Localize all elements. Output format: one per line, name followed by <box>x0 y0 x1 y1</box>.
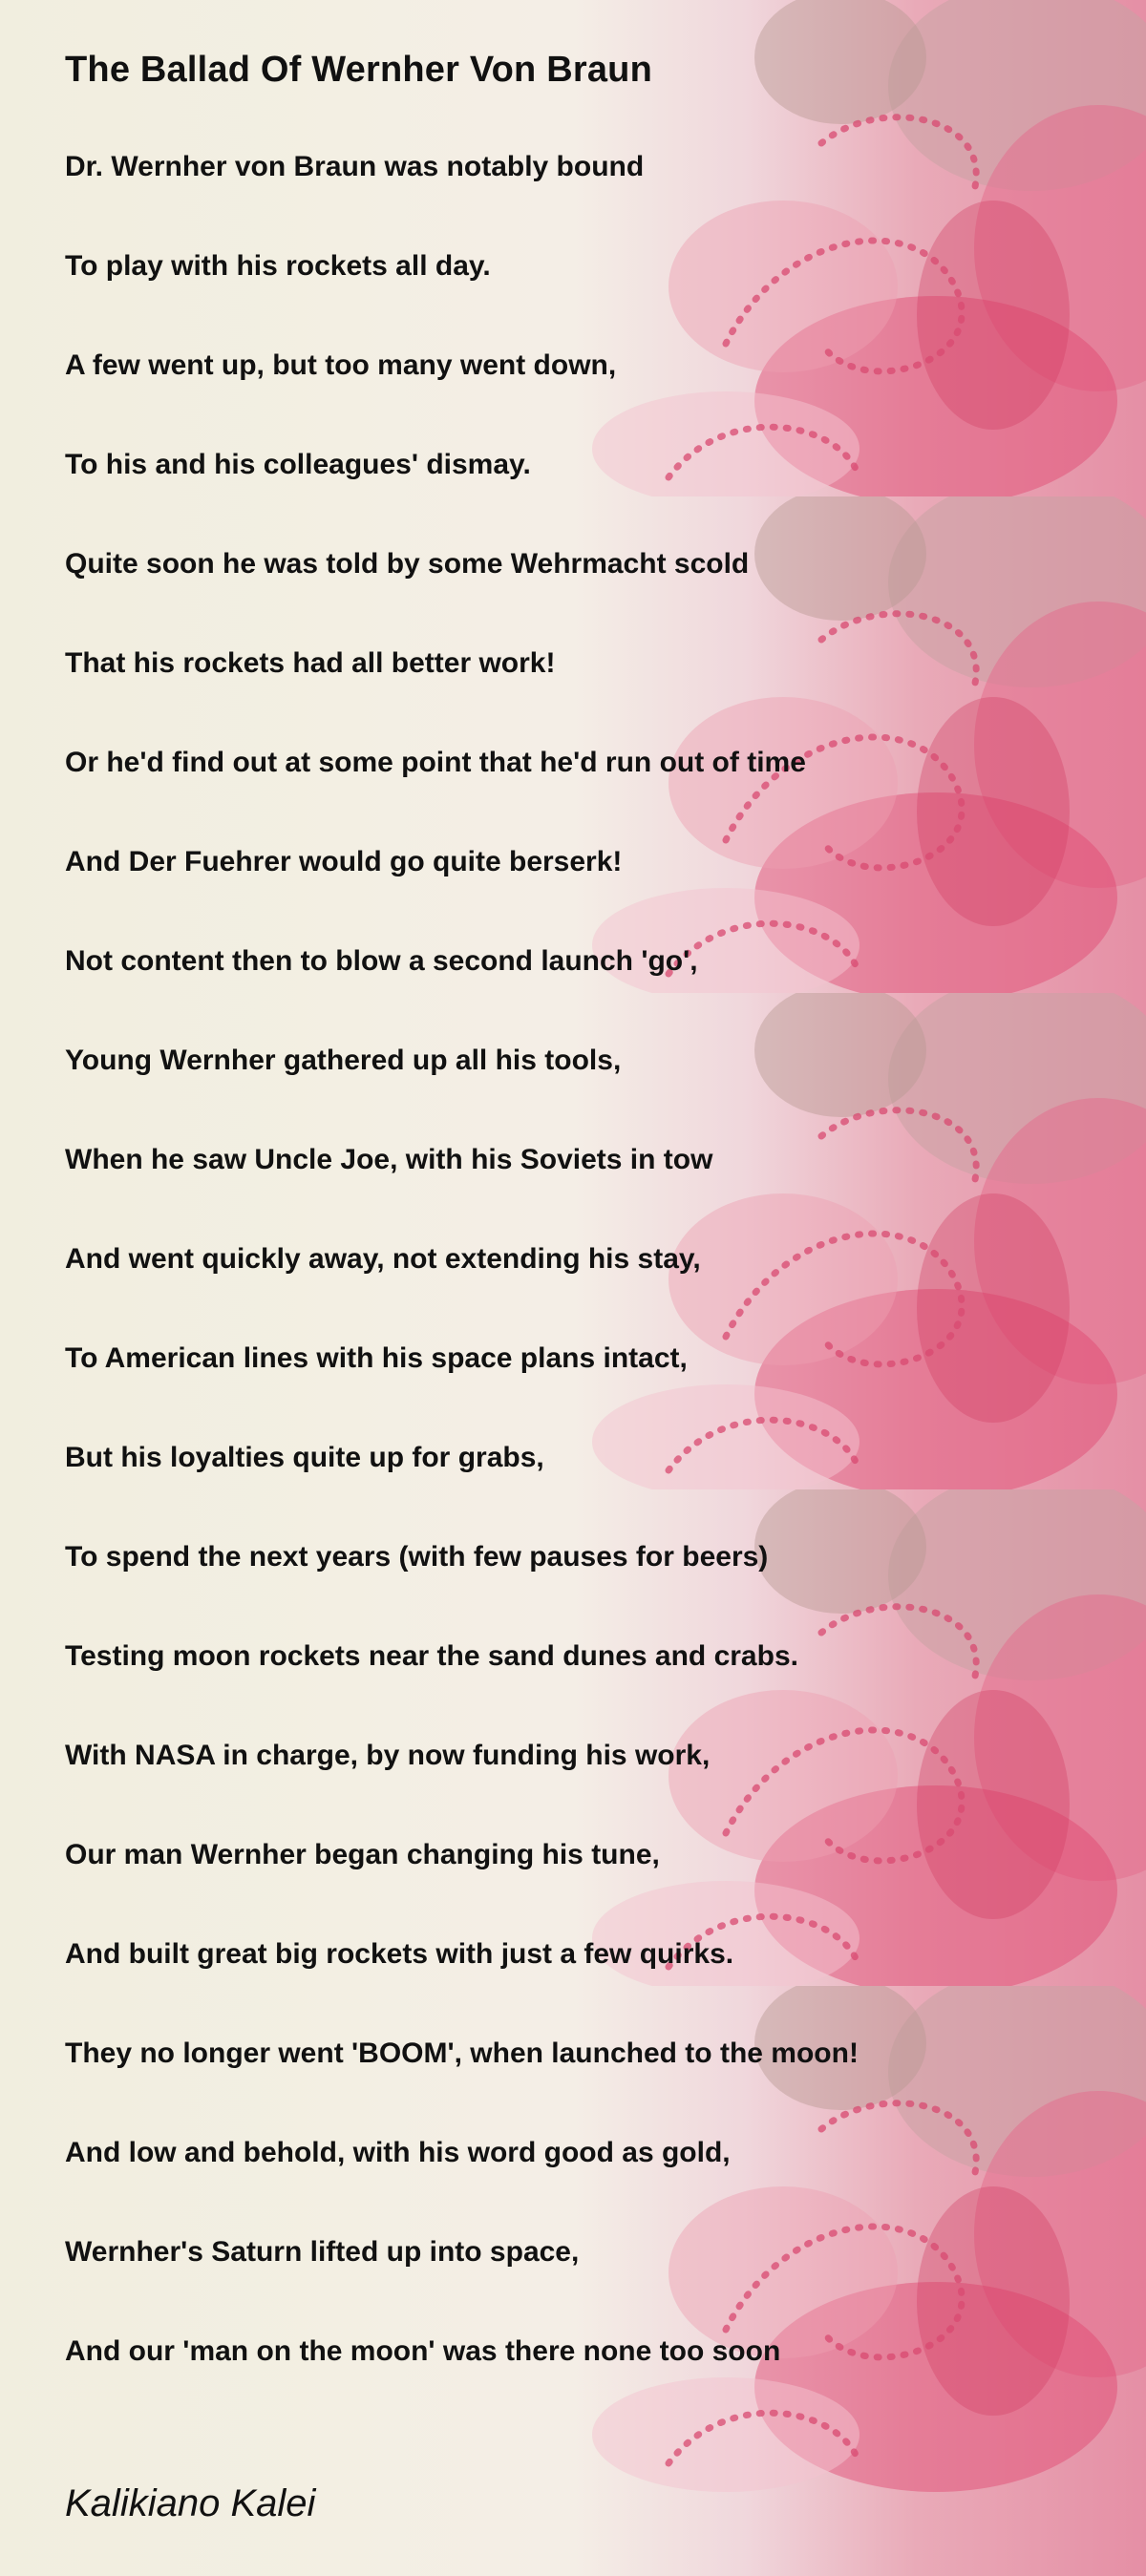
poem-line: Young Wernher gathered up all his tools, <box>65 1045 622 1076</box>
poem-line: They no longer went 'BOOM', when launched to the moon! <box>65 2038 859 2069</box>
poem-line: Or he'd find out at some point that he'd run out of time <box>65 747 806 778</box>
poem-line: Dr. Wernher von Braun was notably bound <box>65 151 645 182</box>
poem-author: Kalikiano Kalei <box>65 2482 316 2524</box>
poem-line: To spend the next years (with few pauses for beers) <box>65 1541 769 1573</box>
poem-line: And went quickly away, not extending his stay, <box>65 1243 701 1275</box>
poem-line: Not content then to blow a second launch 'go', <box>65 945 698 977</box>
poem-line: A few went up, but too many went down, <box>65 349 617 381</box>
poem-line: When he saw Uncle Joe, with his Soviets in tow <box>65 1144 713 1175</box>
poem-line: Quite soon he was told by some Wehrmacht scold <box>65 548 750 580</box>
poem-line: With NASA in charge, by now funding his work, <box>65 1740 711 1771</box>
poem-line: And Der Fuehrer would go quite berserk! <box>65 846 623 877</box>
poem-title: The Ballad Of Wernher Von Braun <box>65 50 652 90</box>
poem-line: Wernher's Saturn lifted up into space, <box>65 2236 580 2268</box>
poem-line: To his and his colleagues' dismay. <box>65 449 531 480</box>
poem-line: To play with his rockets all day. <box>65 250 491 282</box>
poem-line: And low and behold, with his word good as gold, <box>65 2137 731 2168</box>
poem-line: To American lines with his space plans intact, <box>65 1342 688 1374</box>
poem-line: Testing moon rockets near the sand dunes and crabs. <box>65 1640 798 1672</box>
poem-line: That his rockets had all better work! <box>65 647 556 679</box>
poem-line: And built great big rockets with just a few quirks. <box>65 1938 734 1970</box>
poem-line: Our man Wernher began changing his tune, <box>65 1839 660 1870</box>
poem-line: And our 'man on the moon' was there none too soon <box>65 2335 781 2367</box>
poem-line: But his loyalties quite up for grabs, <box>65 1442 544 1473</box>
